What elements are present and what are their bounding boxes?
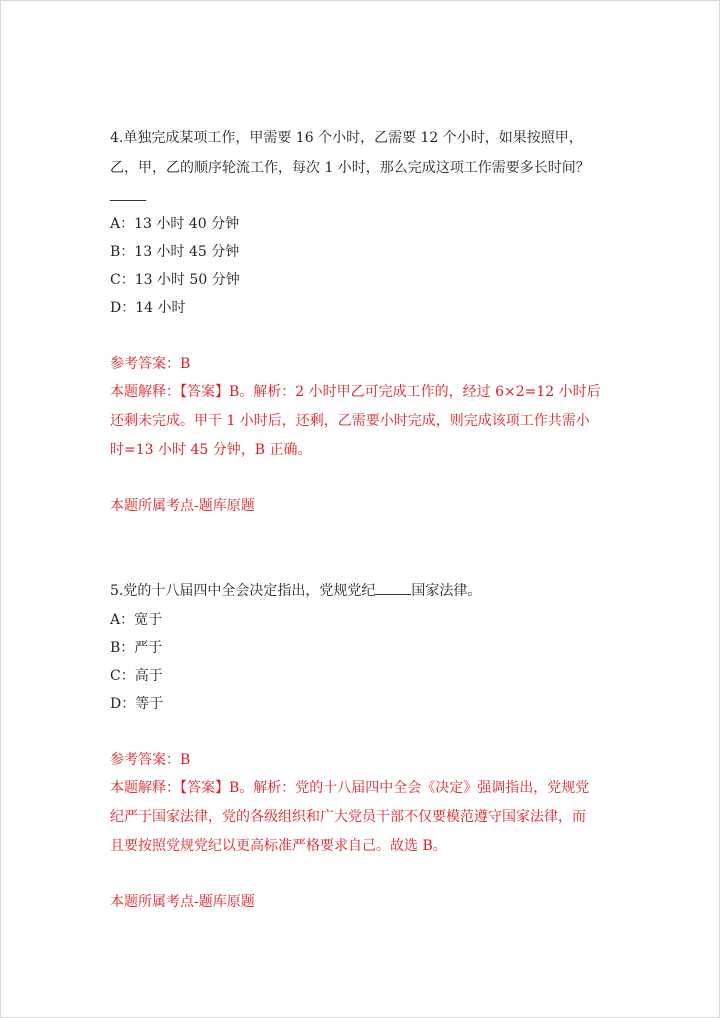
q5-answer: 参考答案：B — [110, 752, 191, 768]
q5-option-d: D：等于 — [110, 696, 164, 712]
q4-option-d: D：14 小时 — [110, 300, 186, 316]
q4-explanation-line-1: 本题解释：【答案】B。解析：2 小时甲乙可完成工作的，经过 6×2=12 小时后 — [110, 384, 601, 400]
q4-stem-line-1: 4.单独完成某项工作，甲需要 16 个小时，乙需要 12 个小时，如果按照甲， — [110, 130, 583, 146]
q4-option-a: A：13 小时 40 分钟 — [110, 216, 240, 232]
q5-fill-blank — [375, 580, 411, 595]
q5-option-c: C：高于 — [110, 668, 163, 684]
q5-stem-after: 国家法律。 — [411, 583, 482, 599]
q5-option-b: B：严于 — [110, 640, 163, 656]
q5-stem-before: 5.党的十八届四中全会决定指出，党规党纪 — [110, 583, 376, 599]
q4-option-c: C：13 小时 50 分钟 — [110, 272, 240, 288]
q4-source: 本题所属考点-题库原题 — [110, 498, 255, 514]
q5-explanation-line-1: 本题解释：【答案】B。解析：党的十八届四中全会《决定》强调指出，党规党 — [110, 780, 590, 796]
q5-stem — [110, 580, 481, 601]
q4-answer: 参考答案：B — [110, 356, 191, 372]
q4-explanation-line-2: 还剩未完成。甲干 1 小时后，还剩，乙需要小时完成，则完成该项工作共需小 — [110, 413, 590, 429]
q4-option-b: B：13 小时 45 分钟 — [110, 244, 240, 260]
q4-explanation-line-3: 时=13 小时 45 分钟，B 正确。 — [110, 442, 312, 458]
q4-answer-blank — [110, 200, 146, 201]
q5-option-a: A：宽于 — [110, 612, 163, 628]
q5-source: 本题所属考点-题库原题 — [110, 894, 255, 910]
q5-explanation-line-2: 纪严于国家法律，党的各级组织和广大党员干部不仅要模范遵守国家法律，而 — [110, 809, 586, 825]
q5-explanation-line-3: 且要按照党规党纪以更高标准严格要求自己。故选 B。 — [110, 838, 447, 854]
q4-stem-line-2: 乙，甲，乙的顺序轮流工作，每次 1 小时，那么完成这项工作需要多长时间？ — [110, 160, 590, 176]
